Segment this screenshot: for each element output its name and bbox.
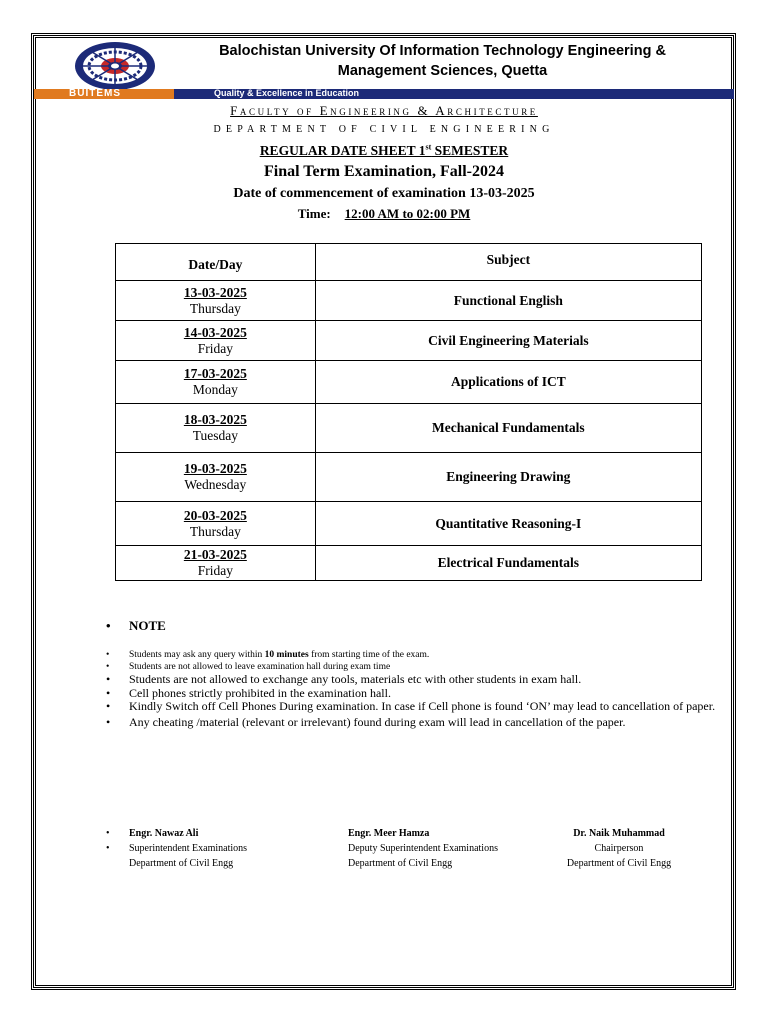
list-item: • Students may ask any query within 10 minutes from starting time of the exam.	[108, 649, 718, 661]
exam-time: Time: 12:00 AM to 02:00 PM	[297, 206, 471, 221]
table-row: 19-03-2025 Wednesday Engineering Drawing	[116, 453, 702, 502]
university-seal-icon	[72, 40, 158, 92]
table-row: 13-03-2025 Thursday Functional English	[116, 281, 702, 321]
signature-chairperson: Dr. Naik Muhammad Chairperson Department of Civil Engg	[566, 828, 672, 869]
department-title: DEPARTMENT OF CIVIL ENGINEERING	[213, 124, 555, 135]
table-row: 20-03-2025 Thursday Quantitative Reasoning-I	[116, 502, 702, 546]
notes-list	[108, 649, 718, 729]
table-row: 21-03-2025 Friday Electrical Fundamentals	[116, 546, 702, 581]
table-row: 14-03-2025 Friday Civil Engineering Materials	[116, 321, 702, 361]
list-item: • Cell phones strictly prohibited in the examination hall.	[108, 687, 718, 701]
faculty-title: Faculty of Engineering & Architecture	[230, 103, 538, 118]
tagline: Quality & Excellence in Education	[214, 88, 360, 98]
table-row: 18-03-2025 Tuesday Mechanical Fundamentals	[116, 404, 702, 453]
header-date-day: Date/Day	[116, 244, 316, 281]
datesheet-table	[115, 243, 702, 581]
university-name: Balochistan University Of Information Technology Engineering & Management Sciences, Quetta	[219, 43, 666, 79]
acronym: BUITEMS	[69, 88, 121, 99]
exam-title: Final Term Examination, Fall-2024	[263, 163, 504, 180]
acronym-bar	[34, 89, 174, 99]
note-heading: • NOTE	[108, 618, 166, 634]
list-item: • Kindly Switch off Cell Phones During examination. In case if Cell phone is found ‘ON’ may lead to cancellation of paper.	[108, 700, 718, 714]
datesheet-title: REGULAR DATE SHEET 1st SEMESTER	[259, 142, 509, 158]
header-subject: Subject	[315, 244, 701, 281]
list-item: • Students are not allowed to exchange any tools, materials etc with other students in exam hall.	[108, 673, 718, 687]
table-row: 17-03-2025 Monday Applications of ICT	[116, 361, 702, 404]
list-item: • Any cheating /material (relevant or irrelevant) found during exam will lead in cancellation of the paper.	[108, 716, 718, 730]
list-item: • Students are not allowed to leave examination hall during exam time	[108, 661, 718, 673]
tagline-bar	[174, 89, 734, 99]
signature-deputy-superintendent: Engr. Meer Hamza Deputy Superintendent Examinations Department of Civil Engg	[348, 828, 498, 869]
signature-superintendent: • Engr. Nawaz Ali • Superintendent Examinations Department of Civil Engg	[108, 826, 247, 871]
commencement-date: Date of commencement of examination 13-03-2025	[233, 186, 535, 201]
table-header-row	[116, 244, 702, 281]
